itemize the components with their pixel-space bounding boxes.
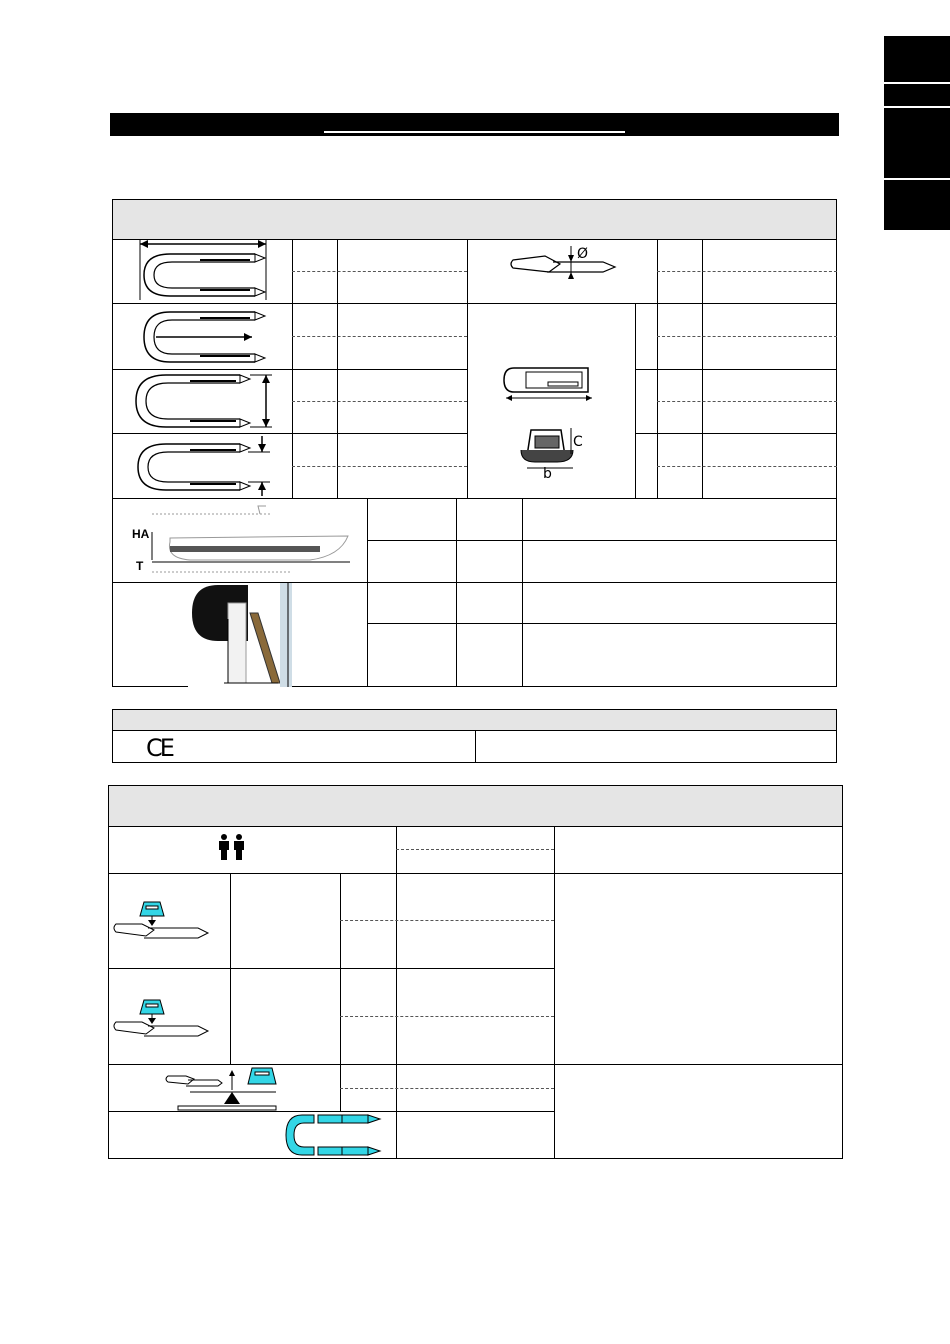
cockpit-b-label: b — [543, 466, 552, 482]
tube-diameter-icon — [505, 242, 620, 280]
side-tab-4 — [884, 180, 950, 230]
boat-length-icon — [130, 238, 280, 302]
cockpit-length-icon — [500, 362, 600, 406]
persons-icon — [216, 834, 248, 860]
motor-weight-icon-2 — [110, 996, 210, 1040]
ce-mark-icon: CE — [146, 734, 172, 762]
tube-height-icon — [130, 434, 280, 498]
side-tab-2 — [884, 84, 950, 106]
side-tab-3 — [884, 108, 950, 178]
profile-t-label: T — [136, 559, 144, 573]
motor-weight-icon-1 — [110, 898, 210, 942]
balance-scale-icon — [160, 1066, 288, 1112]
boat-width-icon — [130, 369, 280, 433]
header-underline — [324, 131, 625, 133]
cockpit-c-label: C — [573, 434, 583, 450]
boat-profile-HA-T-icon — [130, 502, 355, 578]
transom-height-icon — [188, 583, 292, 687]
side-tab-1 — [884, 36, 950, 82]
inner-length-icon — [130, 304, 280, 368]
capacity-table-header — [109, 786, 842, 826]
certification-table-header — [113, 710, 836, 730]
header-bar — [110, 113, 839, 136]
tubes-colored-icon — [284, 1112, 384, 1158]
profile-ha-label: HA — [132, 527, 150, 541]
cockpit-width-height-icon — [515, 420, 605, 480]
dimensions-table-header — [113, 200, 836, 239]
diameter-label: Ø — [577, 246, 589, 262]
